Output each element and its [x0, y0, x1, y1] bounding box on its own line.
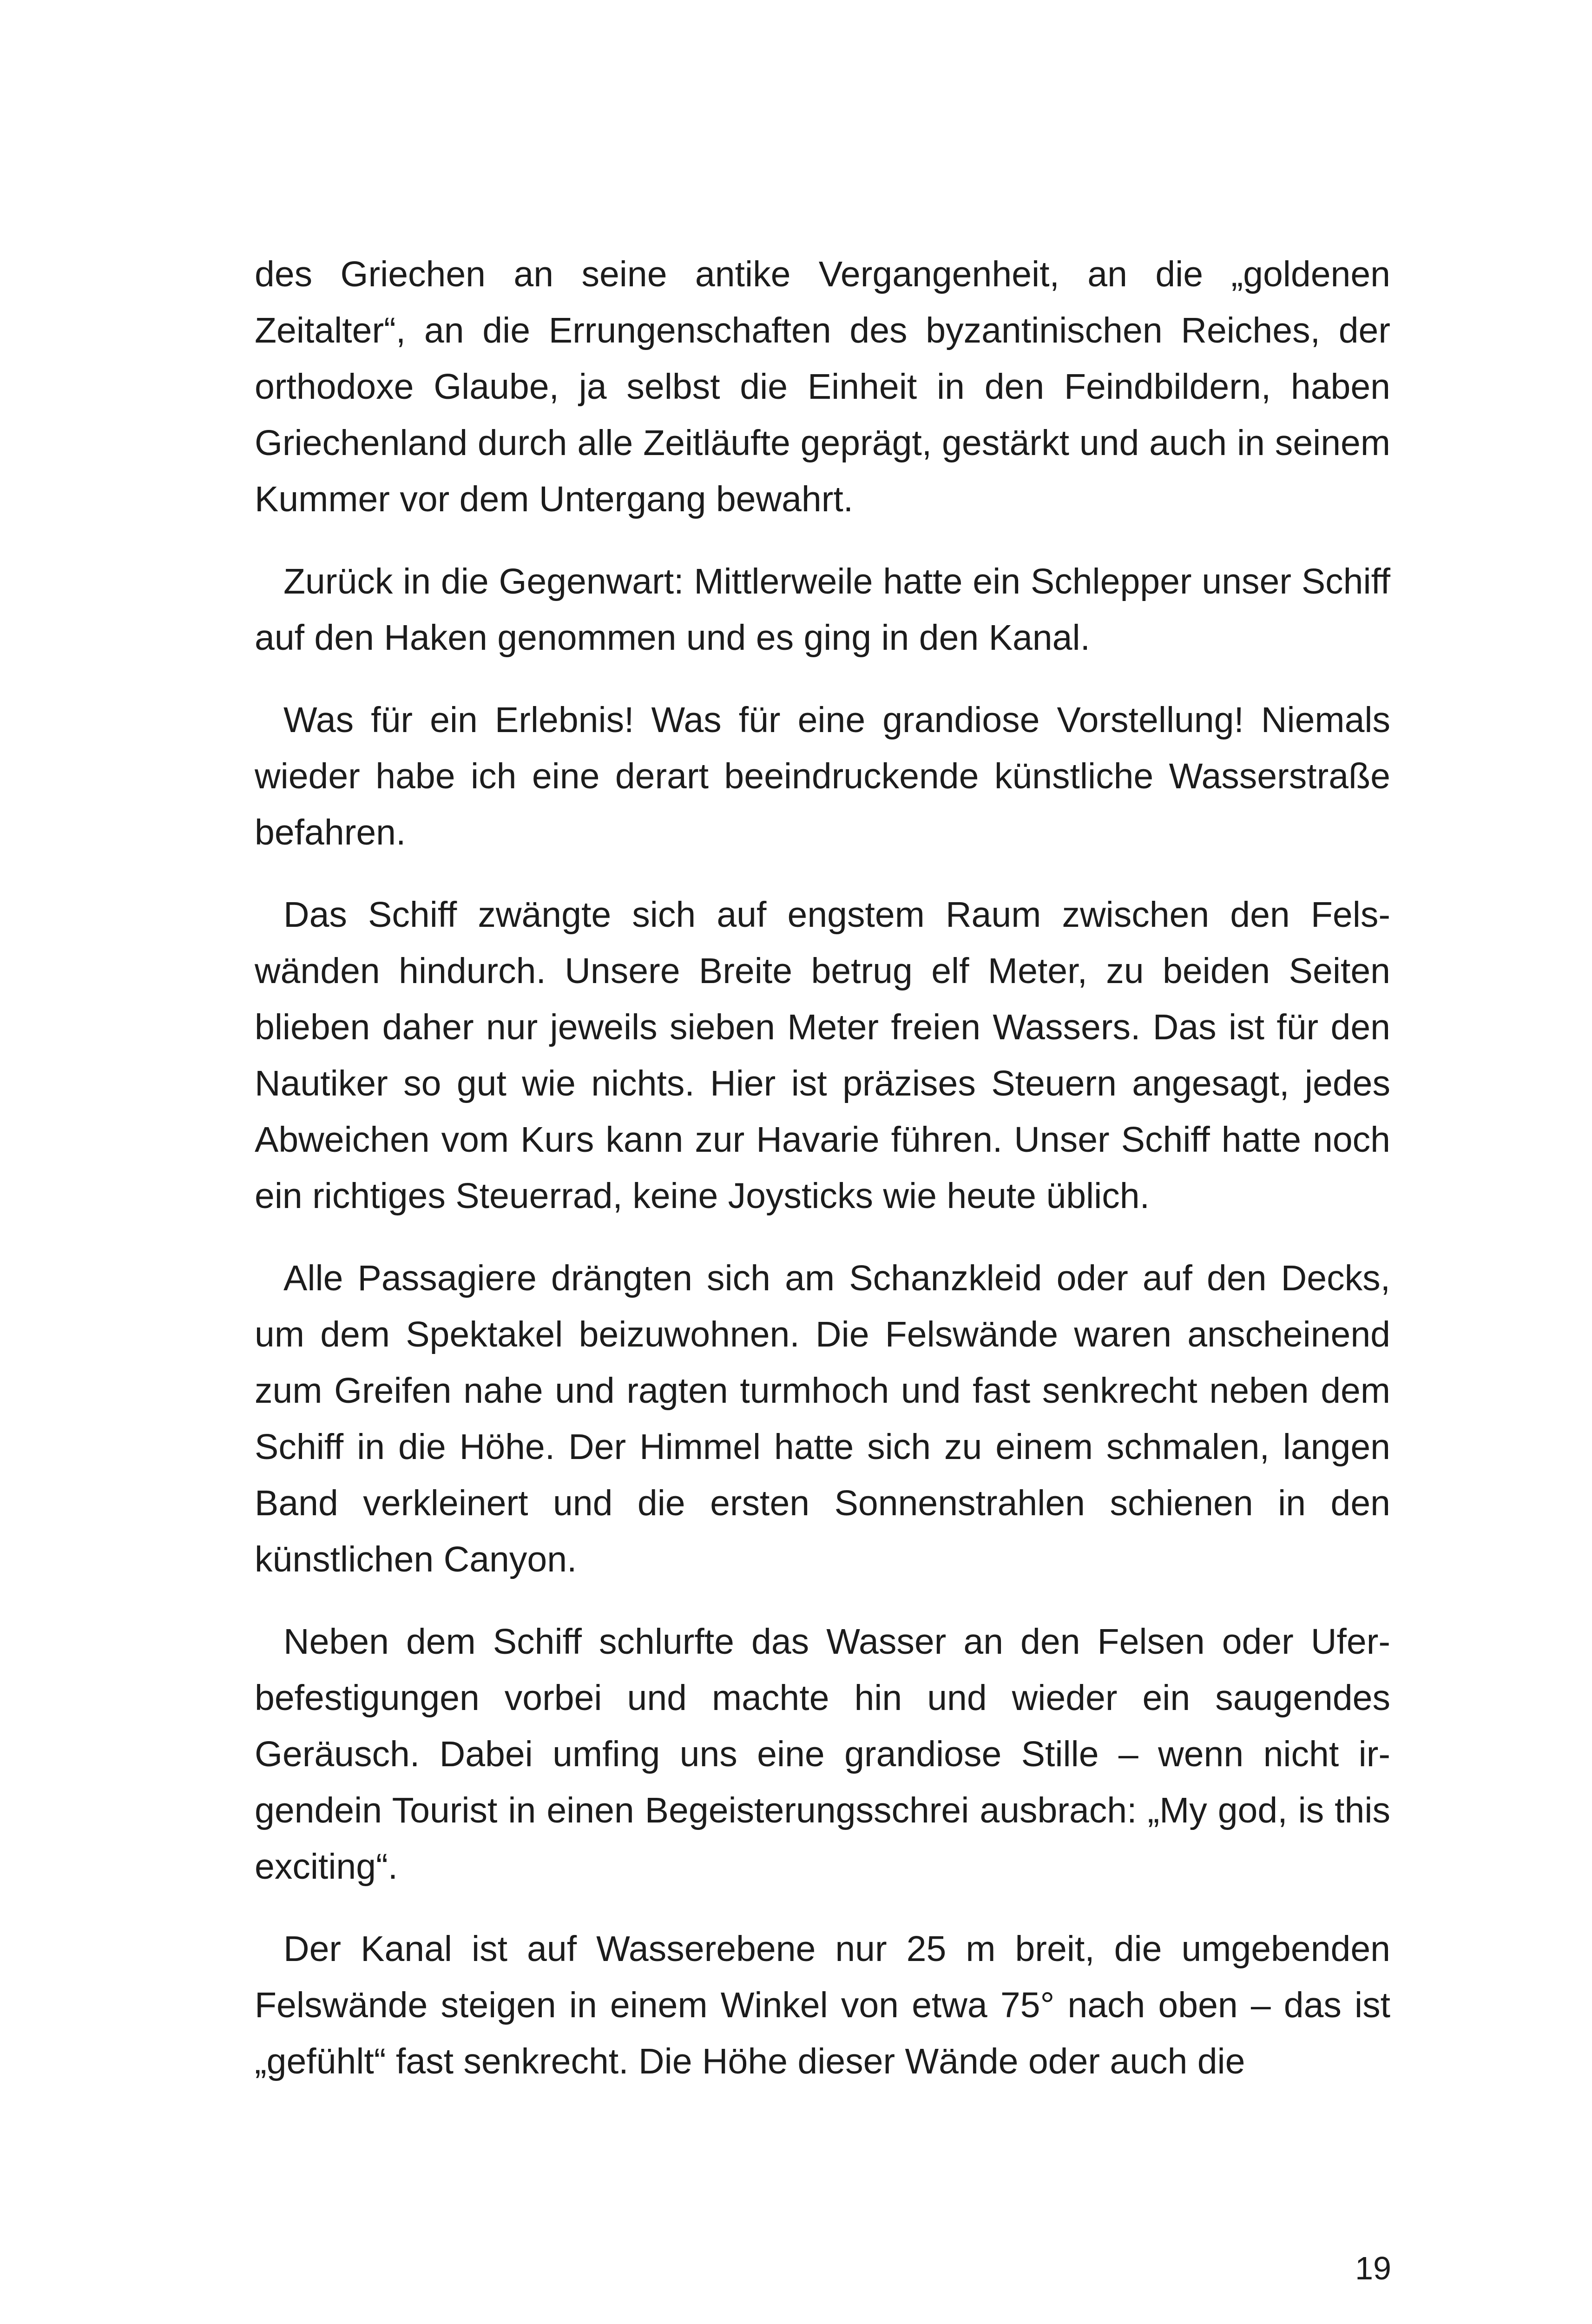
paragraph: Zurück in die Gegenwart: Mittlerweile hatte ein Schlepper unser Schiff auf den Haken genommen und es ging in den Kanal.	[255, 561, 1390, 658]
paragraph: Das Schiff zwängte sich auf engstem Raum zwischen den Felswänden hindurch. Unsere Breite betrug elf Meter, zu beiden Seiten blieben daher nur jeweils sieben Meter freien Wassers. Das ist für den Nautiker so gut wie nichts. Hier ist präzises Steuern angesagt, jedes Abweichen vom Kurs kann zur Havarie führen. Unser Schiff hatte noch ein richtiges Steuerrad, keine Joysticks wie heute üblich.	[255, 895, 1390, 1216]
page-number: 19	[1355, 2250, 1391, 2286]
paragraph: Was für ein Erlebnis! Was für eine grandiose Vorstellung! Niemals wieder habe ich eine derart beeindruckende künstliche Wasserstraße befahren.	[255, 700, 1390, 852]
body-text	[255, 246, 1390, 2116]
paragraph: Neben dem Schiff schlurfte das Wasser an den Felsen oder Uferbefestigungen vorbei und machte hin und wieder ein saugendes Geräusch. Dabei umfing uns eine grandiose Stille – wenn nicht irgendein Tourist in einen Begeisterungsschrei ausbrach: „My god, is this exciting“.	[255, 1622, 1390, 1887]
paragraph: Alle Passagiere drängten sich am Schanzkleid oder auf den Decks, um dem Spektakel beizuwohnen. Die Felswände waren anscheinend zum Greifen nahe und ragten turmhoch und fast senkrecht neben dem Schiff in die Höhe. Der Himmel hatte sich zu einem schmalen, langen Band verkleinert und die ersten Sonnenstrahlen schienen in den künstlichen Canyon.	[255, 1258, 1390, 1579]
paragraph: Der Kanal ist auf Wasserebene nur 25 m breit, die umgebenden Felswände steigen in einem Winkel von etwa 75° nach oben – das ist „gefühlt“ fast senkrecht. Die Höhe dieser Wände oder auch die	[255, 1929, 1390, 2081]
paragraph: des Griechen an seine antike Vergangenheit, an die „goldenen Zeitalter“, an die Errungenschaften des byzantinischen Reiches, der orthodoxe Glaube, ja selbst die Einheit in den Feindbildern, haben Griechenland durch alle Zeitläufte geprägt, gestärkt und auch in seinem Kummer vor dem Untergang bewahrt.	[255, 254, 1390, 519]
